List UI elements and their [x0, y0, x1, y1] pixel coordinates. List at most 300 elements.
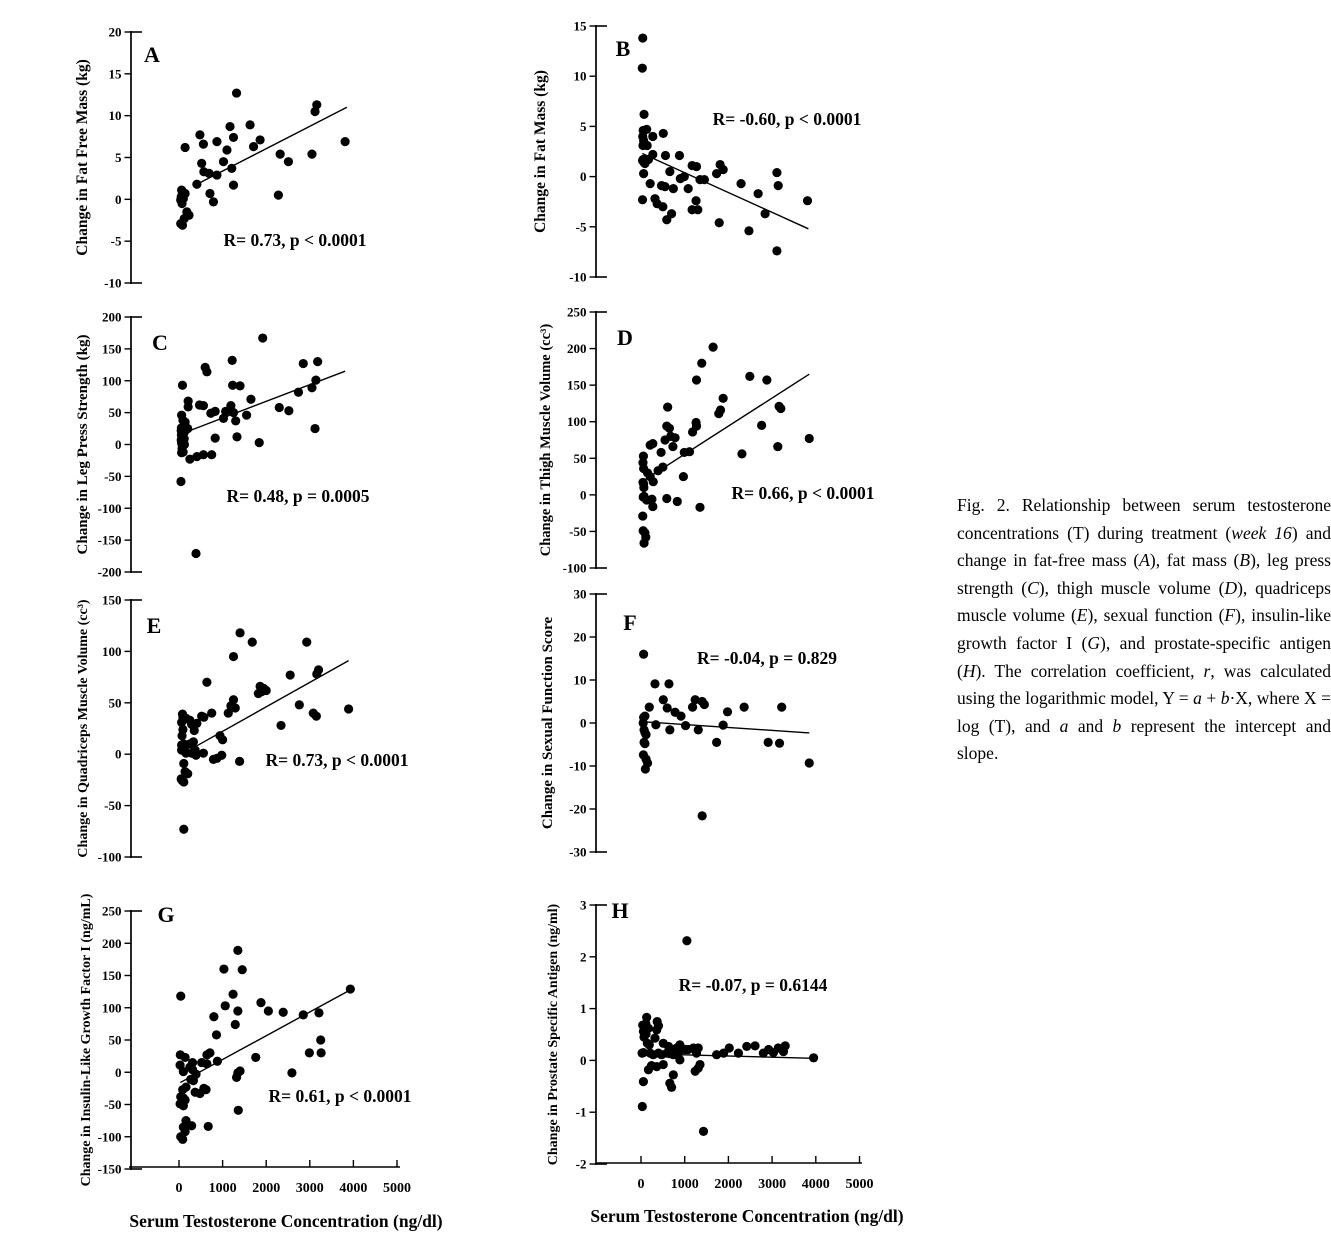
caption-segment: E: [1076, 605, 1088, 626]
data-point: [204, 1122, 213, 1131]
caption-segment: week 16: [1231, 522, 1292, 543]
y-tick-label: -10: [104, 275, 122, 291]
data-point: [312, 669, 321, 678]
caption-segment: F: [1224, 605, 1236, 626]
y-tick-label: 0: [580, 715, 587, 731]
data-point: [179, 825, 188, 834]
y-tick-label: 0: [580, 487, 587, 503]
data-point: [719, 721, 728, 730]
data-point: [773, 442, 782, 451]
data-point: [212, 170, 221, 179]
y-tick-label: -50: [104, 468, 122, 484]
caption-segment: D: [1224, 577, 1238, 598]
data-point: [663, 703, 672, 712]
data-point: [316, 1035, 325, 1044]
data-point: [179, 1067, 188, 1076]
data-point: [178, 1135, 187, 1144]
caption-segment: ), leg press strength (: [957, 550, 1331, 598]
data-point: [317, 1048, 326, 1057]
data-point: [228, 356, 237, 365]
data-point: [676, 712, 685, 721]
data-point: [744, 226, 753, 235]
y-tick-label: 1: [580, 1001, 587, 1017]
y-tick-label: -150: [97, 532, 122, 548]
data-point: [185, 455, 194, 464]
data-point: [691, 1067, 700, 1076]
x-axis-title: Serum Testosterone Concentration (ng/dl): [129, 1211, 443, 1231]
data-point: [660, 182, 669, 191]
correlation-annotation: R= 0.73, p < 0.0001: [223, 230, 367, 250]
data-point: [776, 404, 785, 413]
data-point: [779, 1047, 788, 1056]
data-point: [777, 702, 786, 711]
caption-segment: Fig. 2. Relationship between serum testosterone concentrations (T) during treatment (: [957, 495, 1331, 543]
data-point: [284, 157, 293, 166]
y-tick-label: 10: [573, 68, 587, 84]
y-tick-label: 150: [102, 341, 122, 357]
data-point: [209, 755, 218, 764]
data-point: [651, 720, 660, 729]
data-point: [665, 167, 674, 176]
data-point: [294, 388, 303, 397]
data-point: [673, 497, 682, 506]
correlation-annotation: R= 0.66, p < 0.0001: [731, 483, 875, 503]
data-point: [675, 151, 684, 160]
y-axis-title: Change in Fat Free Mass (kg): [74, 59, 91, 256]
data-point: [658, 202, 667, 211]
data-point: [688, 702, 697, 711]
data-point: [312, 712, 321, 721]
y-axis-title: Change in Thigh Muscle Volume (cc³): [538, 323, 554, 557]
data-point: [195, 1089, 204, 1098]
caption-segment: ) and change in fat-free mass (: [957, 522, 1331, 571]
data-point: [657, 448, 666, 457]
caption-segment: ·X, where X = log (T), and: [957, 688, 1331, 736]
data-point: [663, 402, 672, 411]
data-point: [184, 402, 193, 411]
data-point: [675, 1055, 684, 1064]
data-point: [762, 375, 771, 384]
data-point: [680, 172, 689, 181]
y-tick-label: 50: [108, 1032, 122, 1048]
data-point: [245, 120, 254, 129]
y-tick-label: -100: [97, 500, 122, 516]
data-point: [235, 757, 244, 766]
data-point: [227, 164, 236, 173]
data-point: [229, 652, 238, 661]
data-point: [179, 759, 188, 768]
data-point: [650, 679, 659, 688]
data-point: [264, 1006, 273, 1015]
data-point: [682, 936, 691, 945]
data-point: [774, 181, 783, 190]
y-tick-label: -50: [104, 1097, 122, 1112]
panel-F: [540, 587, 837, 860]
y-tick-label: -100: [97, 1129, 122, 1145]
caption-segment: C: [1027, 577, 1039, 598]
data-point: [213, 1057, 222, 1066]
trendline: [190, 371, 345, 430]
y-tick-label: 0: [115, 1064, 122, 1080]
y-tick-label: -50: [104, 798, 122, 814]
x-tick-label: 0: [637, 1177, 645, 1192]
y-tick-label: 30: [573, 586, 587, 602]
data-point: [179, 777, 188, 786]
data-point: [221, 1001, 230, 1010]
data-point: [679, 472, 688, 481]
data-point: [769, 1048, 778, 1057]
data-point: [667, 209, 676, 218]
panel-letter: A: [144, 42, 160, 67]
data-point: [255, 438, 264, 447]
data-point: [661, 151, 670, 160]
data-point: [805, 758, 814, 767]
y-tick-label: 50: [573, 450, 587, 466]
panel-letter: C: [152, 330, 168, 355]
data-point: [692, 375, 701, 384]
data-point: [641, 764, 650, 773]
data-point: [719, 394, 728, 403]
data-point: [712, 1050, 721, 1059]
data-point: [641, 730, 650, 739]
data-point: [255, 135, 264, 144]
panel-G: [79, 893, 411, 1186]
y-tick-label: 100: [567, 414, 587, 430]
correlation-annotation: R= -0.60, p < 0.0001: [712, 109, 862, 129]
data-point: [341, 137, 350, 146]
y-tick-label: 15: [573, 18, 587, 34]
data-point: [648, 502, 657, 511]
data-point: [209, 197, 218, 206]
panel-letter: F: [623, 610, 637, 635]
data-point: [274, 191, 283, 200]
caption-segment: ), quadriceps muscle volume (: [957, 577, 1331, 626]
data-point: [657, 1050, 666, 1059]
scatter-points: [177, 628, 354, 834]
data-point: [685, 447, 694, 456]
scatter-points: [176, 333, 322, 558]
x-tick-label: 1000: [208, 1181, 237, 1196]
data-point: [652, 1025, 661, 1034]
data-point: [638, 195, 647, 204]
x-tick-label: 2000: [714, 1177, 743, 1192]
data-point: [233, 946, 242, 955]
data-point: [234, 1106, 243, 1115]
data-point: [698, 811, 707, 820]
y-tick-label: -20: [569, 801, 587, 817]
data-point: [649, 477, 658, 486]
data-point: [242, 411, 251, 420]
data-point: [644, 1065, 653, 1074]
x-tick-label: 3000: [758, 1177, 787, 1192]
data-point: [207, 708, 216, 717]
data-point: [199, 401, 208, 410]
data-point: [664, 679, 673, 688]
y-tick-label: 100: [102, 373, 122, 389]
data-point: [287, 1068, 296, 1077]
scatter-points: [639, 650, 814, 821]
y-tick-label: 250: [102, 903, 122, 919]
y-tick-label: 200: [102, 935, 122, 951]
data-point: [205, 189, 214, 198]
x-axis-right: [590, 1156, 903, 1226]
x-tick-label: 2000: [252, 1181, 281, 1196]
data-point: [307, 383, 316, 392]
data-point: [649, 1050, 658, 1059]
data-point: [694, 725, 703, 734]
data-point: [178, 381, 187, 390]
data-point: [228, 990, 237, 999]
panel-B: [532, 19, 861, 285]
data-point: [310, 107, 319, 116]
y-tick-label: 3: [580, 897, 587, 913]
data-point: [809, 1053, 818, 1062]
data-point: [199, 140, 208, 149]
data-point: [648, 132, 657, 141]
data-point: [759, 1049, 768, 1058]
panel-A: [74, 25, 366, 291]
caption-segment: ), fat mass (: [1149, 550, 1240, 571]
data-point: [254, 689, 263, 698]
y-tick-label: -50: [569, 523, 587, 539]
data-point: [645, 1040, 654, 1049]
data-point: [639, 169, 648, 178]
data-point: [286, 670, 295, 679]
data-point: [639, 539, 648, 548]
y-tick-label: 0: [115, 437, 122, 452]
data-point: [772, 168, 781, 177]
data-point: [639, 110, 648, 119]
data-point: [761, 209, 770, 218]
y-tick-label: 0: [115, 746, 122, 762]
data-point: [803, 196, 812, 205]
x-axis-left: [129, 1160, 443, 1231]
caption-segment: ). The correlation coefficient,: [975, 660, 1204, 681]
data-point: [313, 357, 322, 366]
data-point: [179, 1101, 188, 1110]
y-tick-label: -150: [97, 1161, 122, 1177]
data-point: [757, 421, 766, 430]
data-point: [736, 179, 745, 188]
y-tick-label: -100: [562, 560, 587, 576]
figure-caption: [957, 492, 1331, 768]
data-point: [177, 731, 186, 740]
data-point: [224, 708, 233, 717]
data-point: [665, 424, 674, 433]
data-point: [646, 179, 655, 188]
data-point: [191, 751, 200, 760]
scatter-points: [637, 936, 818, 1136]
caption-segment: A: [1139, 550, 1150, 571]
y-tick-label: 150: [102, 968, 122, 983]
data-point: [805, 434, 814, 443]
data-point: [178, 221, 187, 230]
data-point: [177, 199, 186, 208]
data-point: [202, 367, 211, 376]
data-point: [204, 169, 213, 178]
caption-segment: b: [1220, 688, 1230, 709]
scatter-points: [638, 33, 812, 255]
y-tick-label: -10: [569, 758, 587, 774]
y-axis-title: Change in Insulin-Like Growth Factor I (ng/mL): [79, 893, 94, 1187]
data-point: [742, 1042, 751, 1051]
y-tick-label: 100: [102, 643, 122, 659]
panel-letter: E: [146, 613, 162, 638]
y-tick-label: 50: [108, 405, 122, 421]
panel-letter: H: [611, 898, 629, 923]
data-point: [229, 133, 238, 142]
data-point: [640, 739, 649, 748]
data-point: [279, 1008, 288, 1017]
data-point: [275, 403, 284, 412]
data-point: [740, 702, 749, 711]
y-tick-label: 2: [580, 949, 587, 965]
data-point: [639, 483, 648, 492]
data-point: [258, 333, 267, 342]
y-tick-label: 15: [108, 66, 122, 82]
data-point: [305, 1048, 314, 1057]
data-point: [232, 1073, 241, 1082]
data-point: [246, 395, 255, 404]
data-point: [695, 503, 704, 512]
y-tick-label: 0: [115, 191, 122, 207]
y-tick-label: -5: [110, 233, 122, 249]
data-point: [692, 162, 701, 171]
caption-segment: and: [1068, 715, 1113, 736]
data-point: [638, 64, 647, 73]
y-tick-label: -5: [575, 219, 587, 235]
caption-segment: ), insulin-like growth factor I (: [957, 605, 1331, 653]
x-tick-label: 5000: [383, 1181, 411, 1196]
data-point: [745, 372, 754, 381]
y-tick-label: -200: [97, 564, 122, 580]
data-point: [233, 1006, 242, 1015]
correlation-annotation: R= 0.61, p < 0.0001: [268, 1086, 412, 1106]
data-point: [231, 416, 240, 425]
panel-D: [538, 305, 874, 576]
caption-segment: , was calculated using the logarithmic model, Y =: [957, 660, 1331, 709]
x-tick-label: 3000: [295, 1181, 324, 1196]
y-tick-label: -2: [575, 1156, 587, 1172]
data-point: [737, 449, 746, 458]
data-point: [646, 441, 655, 450]
x-tick-label: 1000: [670, 1177, 699, 1192]
data-point: [238, 965, 247, 974]
data-point: [177, 448, 186, 457]
data-point: [310, 424, 319, 433]
data-point: [212, 1030, 221, 1039]
data-point: [222, 145, 231, 154]
y-tick-label: -100: [97, 849, 122, 865]
data-point: [668, 442, 677, 451]
trendline: [190, 661, 348, 750]
data-point: [284, 406, 293, 415]
x-tick-label: 5000: [845, 1177, 874, 1192]
correlation-annotation: R= 0.73, p < 0.0001: [265, 750, 409, 770]
data-point: [211, 434, 220, 443]
data-point: [775, 739, 784, 748]
data-point: [645, 702, 654, 711]
y-tick-label: 5: [580, 118, 587, 134]
data-point: [314, 1008, 323, 1017]
data-point: [176, 477, 185, 486]
data-point: [639, 1077, 648, 1086]
data-point: [684, 184, 693, 193]
y-tick-label: 5: [115, 150, 122, 165]
data-point: [202, 1050, 211, 1059]
data-point: [638, 33, 647, 42]
data-point: [276, 150, 285, 159]
data-point: [212, 137, 221, 146]
y-tick-label: 150: [102, 592, 122, 608]
data-point: [192, 180, 201, 189]
data-point: [681, 721, 690, 730]
data-point: [235, 381, 244, 390]
data-point: [248, 638, 257, 647]
data-point: [207, 450, 216, 459]
data-point: [219, 414, 228, 423]
data-point: [235, 628, 244, 637]
data-point: [662, 494, 671, 503]
data-point: [688, 205, 697, 214]
data-point: [638, 511, 647, 520]
y-tick-label: 250: [567, 304, 587, 320]
caption-segment: ), thigh muscle volume (: [1038, 577, 1225, 598]
y-tick-label: 50: [108, 695, 122, 711]
data-point: [181, 1053, 190, 1062]
data-point: [295, 700, 304, 709]
y-tick-label: -1: [575, 1104, 587, 1120]
caption-segment: r: [1203, 660, 1211, 681]
x-axis-title: Serum Testosterone Concentration (ng/dl): [590, 1206, 904, 1226]
data-point: [199, 713, 208, 722]
panel-C: [75, 310, 370, 580]
data-point: [225, 122, 234, 131]
panel-E: [76, 593, 408, 865]
data-point: [229, 408, 238, 417]
y-tick-label: 150: [567, 377, 587, 393]
y-tick-label: 0: [580, 1052, 587, 1068]
data-point: [764, 738, 773, 747]
scatter-points: [176, 88, 350, 229]
data-point: [202, 1059, 211, 1068]
data-point: [719, 165, 728, 174]
panel-letter: D: [617, 325, 633, 350]
data-point: [669, 1070, 678, 1079]
data-point: [209, 1012, 218, 1021]
data-point: [638, 1102, 647, 1111]
data-point: [700, 700, 709, 709]
y-axis-title: Change in Sexual Function Score: [540, 616, 556, 830]
caption-segment: H: [962, 660, 976, 681]
y-tick-label: 20: [573, 629, 587, 645]
data-point: [659, 129, 668, 138]
scatter-points: [638, 343, 814, 548]
correlation-annotation: R= -0.04, p = 0.829: [696, 648, 838, 668]
data-point: [700, 175, 709, 184]
data-point: [734, 1049, 743, 1058]
x-tick-label: 4000: [339, 1181, 368, 1196]
data-point: [670, 433, 679, 442]
data-point: [344, 704, 353, 713]
data-point: [232, 432, 241, 441]
x-tick-label: 0: [175, 1181, 183, 1196]
caption-segment: G: [1087, 632, 1101, 653]
data-point: [712, 738, 721, 747]
data-point: [754, 189, 763, 198]
data-point: [299, 1010, 308, 1019]
caption-segment: ), and prostate-specific antigen (: [957, 632, 1331, 681]
